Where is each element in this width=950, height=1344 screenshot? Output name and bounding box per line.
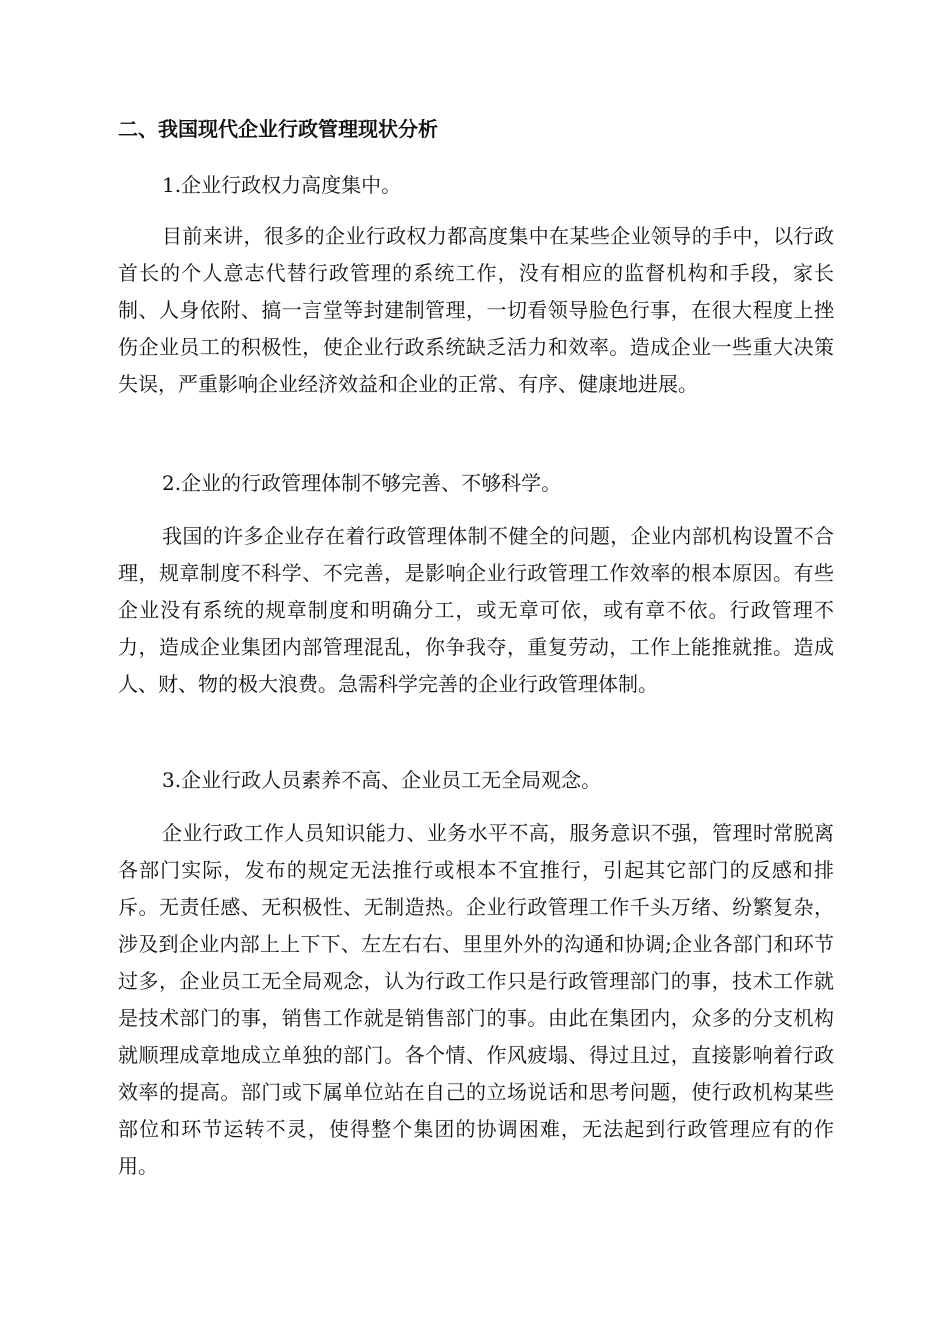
subheading-3: 3.企业行政人员素养不高、企业员工无全局观念。 [162, 768, 602, 792]
paragraph-1: 目前来讲，很多的企业行政权力都高度集中在某些企业领导的手中，以行政首长的个人意志代替行政管理的系统工作，没有相应的监督机构和手段，家长制、人身依附、搞一言堂等封建制管理，一切看领导脸色行事，在很大程度上挫伤企业员工的积极性，使企业行政系统缺乏活力和效率。造成企业一些重大决策失误，严重影响企业经济效益和企业的正常、有序、健康地进展。 [118, 224, 834, 396]
paragraph-3: 企业行政工作人员知识能力、业务水平不高，服务意识不强，管理时常脱离各部门实际，发布的规定无法推行或根本不宜推行，引起其它部门的反感和排斥。无责任感、无积极性、无制造热。企业行政管理工作千头万绪、纷繁复杂，涉及到企业内部上上下下、左左右右、里里外外的沟通和协调;企业各部门和环节过多，企业员工无全局观念，认为行政工作只是行政管理部门的事，技术工作就是技术部门的事，销售工作就是销售部门的事。由此在集团内，众多的分支机构就顺理成章地成立单独的部门。各个情、作风疲塌、得过且过，直接影响着行政效率的提高。部门或下属单位站在自己的立场说话和思考问题，使行政机构某些部位和环节运转不灵，使得整个集团的协调困难，无法起到行政管理应有的作用。 [118, 821, 834, 1178]
subheading-1: 1.企业行政权力高度集中。 [162, 173, 402, 197]
section-title: 二、我国现代企业行政管理现状分析 [118, 117, 438, 141]
subheading-2: 2.企业的行政管理体制不够完善、不够科学。 [162, 471, 562, 495]
paragraph-2: 我国的许多企业存在着行政管理体制不健全的问题，企业内部机构设置不合理，规章制度不科学、不完善，是影响企业行政管理工作效率的根本原因。有些企业没有系统的规章制度和明确分工，或无章可依，或有章不依。行政管理不力，造成企业集团内部管理混乱，你争我夺，重复劳动，工作上能推就推。造成人、财、物的极大浪费。急需科学完善的企业行政管理体制。 [118, 524, 834, 696]
